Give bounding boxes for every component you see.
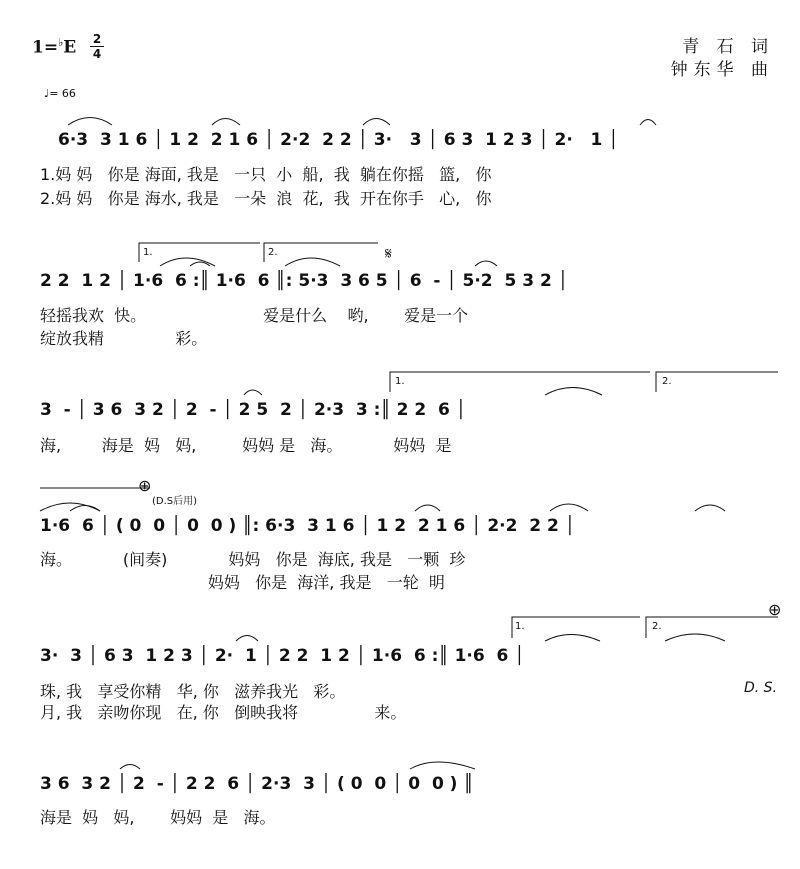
tempo-mark: ♩= 66: [44, 87, 76, 100]
system-2-lyrics-verse-2: 绽放我精 彩。: [40, 329, 208, 348]
system-5-notes: 3· 3 │ 6 3 1 2 3 │ 2· 1 │ 2 2 1 2 │ 1·6 6 :║ 1·6 6 │: [40, 646, 525, 666]
composer-credit: 钟东华 曲: [670, 60, 774, 80]
slur-3: [363, 119, 390, 126]
volta-bracket-6: [646, 617, 778, 638]
slur-11: [40, 503, 100, 511]
system-1-notes: 6·3 3 1 6 │ 1 2 2 1 6 │ 2·2 2 2 │ 3· 3 │ 6 3 1 2 3 │ 2· 1 │: [58, 130, 619, 150]
volta-1-label-c: 1.: [515, 621, 525, 632]
system-2-notes: 2 2 1 2 │ 1·6 6 :║ 1·6 6 ║: 5·3 3 6 5 │ 6 - │ 5·2 5 3 2 │: [40, 271, 568, 291]
slur-7: [285, 258, 340, 266]
slur-4: [640, 120, 656, 126]
slur-9: [244, 390, 262, 395]
volta-2-label-c: 2.: [652, 621, 662, 632]
meter-bottom: 4: [92, 47, 102, 61]
slur-5: [160, 258, 215, 266]
volta-1-label: 1.: [143, 247, 153, 258]
slur-16: [236, 636, 258, 642]
system-4-notes: 1·6 6 │ ( 0 0 │ 0 0 ) ║: 6·3 3 1 6 │ 1 2 2 1 6 │ 2·2 2 2 │: [40, 516, 575, 536]
key-letter: E: [63, 37, 77, 58]
slur-13: [415, 505, 440, 511]
system-4-lyrics-verse-2: 妈妈 你是 海洋, 我是 一轮 明: [40, 573, 445, 592]
system-2-lyrics-verse-1: 轻摇我欢 快。 爱是什么 哟, 爱是一个: [40, 306, 469, 325]
ds-later-note: (D.S后用): [152, 496, 198, 507]
slur-15: [695, 505, 725, 511]
volta-2-label-b: 2.: [662, 376, 672, 387]
slur-2: [212, 119, 240, 126]
coda-sign-1: ⊕: [138, 476, 152, 495]
segno-sign: 𝄋: [385, 244, 392, 263]
system-4-lyrics-verse-1: 海。 (间奏) 妈妈 你是 海底, 我是 一颗 珍: [40, 550, 466, 569]
slur-17: [545, 635, 600, 642]
volta-bracket-3: [390, 372, 650, 392]
system-3-notes: 3 - │ 3 6 3 2 │ 2 - │ 2 5 2 │ 2·3 3 :║ 2 2 6 │: [40, 400, 467, 420]
slur-20: [410, 762, 475, 769]
slur-14: [550, 504, 588, 511]
meter-top: 2: [92, 32, 102, 46]
volta-2-label: 2.: [268, 247, 278, 258]
flat-sign: ♭: [58, 36, 64, 49]
key-prefix: 1=: [32, 37, 59, 58]
slur-1: [68, 118, 112, 126]
system-5-lyrics-verse-2: 月, 我 亲吻你现 在, 你 倒映我将 来。: [40, 703, 407, 722]
volta-bracket-4: [656, 372, 778, 392]
system-3-lyrics-verse-1: 海, 海是 妈 妈, 妈妈 是 海。 妈妈 是: [40, 436, 452, 455]
slur-18: [665, 634, 725, 641]
coda-sign-2: ⊕: [768, 600, 782, 619]
lyricist-credit: 青 石 词: [682, 37, 774, 57]
slur-12: [70, 506, 100, 512]
system-6-lyrics-verse-1: 海是 妈 妈, 妈妈 是 海。: [40, 808, 276, 827]
volta-bracket-1: [139, 243, 260, 262]
slur-8: [475, 261, 497, 266]
slur-10: [545, 388, 602, 396]
system-6-notes: 3 6 3 2 │ 2 - │ 2 2 6 │ 2·3 3 │ ( 0 0 │ 0 0 ) ║: [40, 774, 474, 794]
slur-19: [120, 765, 140, 770]
volta-1-label-b: 1.: [395, 376, 405, 387]
ds-mark: D. S.: [744, 680, 778, 696]
system-5-lyrics-verse-1: 珠, 我 享受你精 华, 你 滋养我光 彩。: [40, 682, 346, 701]
system-1-lyrics-verse-2: 2.妈 妈 你是 海水, 我是 一朵 浪 花, 我 开在你手 心, 你: [40, 189, 492, 208]
system-1-lyrics-verse-1: 1.妈 妈 你是 海面, 我是 一只 小 船, 我 躺在你摇 篮, 你: [40, 165, 492, 184]
